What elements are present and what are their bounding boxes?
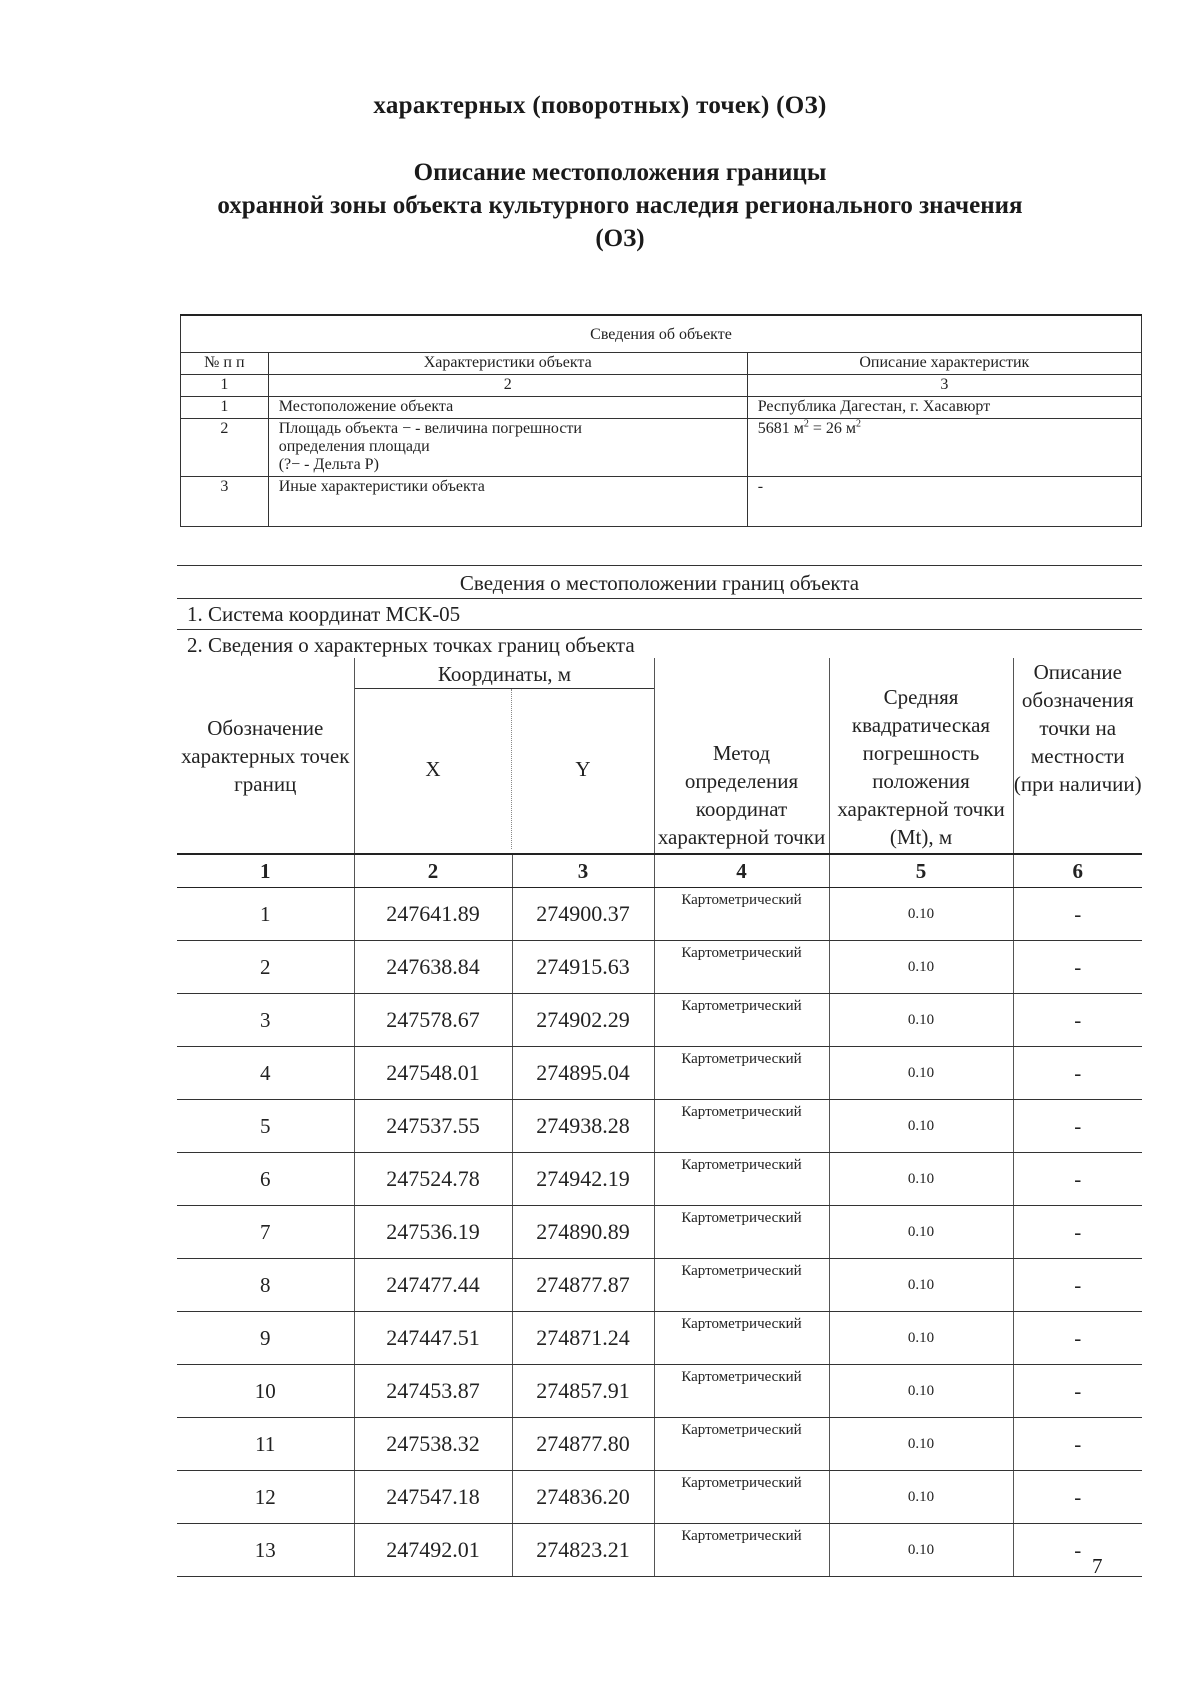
point-x: 247447.51 xyxy=(354,1312,512,1365)
point-method: Картометрический xyxy=(654,1312,829,1365)
table-row xyxy=(177,1418,1142,1471)
point-x: 247453.87 xyxy=(354,1365,512,1418)
point-method: Картометрический xyxy=(654,1418,829,1471)
points-header-row xyxy=(177,658,1142,854)
point-method: Картометрический xyxy=(654,1471,829,1524)
point-y: 274890.89 xyxy=(512,1206,654,1259)
point-number: 9 xyxy=(177,1312,354,1365)
point-x: 247548.01 xyxy=(354,1047,512,1100)
col-header-number: № п п xyxy=(181,353,269,375)
point-method: Картометрический xyxy=(654,1047,829,1100)
header-description: Описание обозначения точки на местности (при наличии) xyxy=(1013,658,1142,854)
points-caption: 2. Сведения о характерных точках границ объекта xyxy=(187,633,635,657)
description-cell: - xyxy=(747,477,1141,527)
point-y: 274900.37 xyxy=(512,888,654,941)
col-number: 3 xyxy=(512,854,654,888)
table-row xyxy=(177,1471,1142,1524)
point-x: 247477.44 xyxy=(354,1259,512,1312)
point-description: - xyxy=(1013,1100,1142,1153)
squared-sup: 2 xyxy=(803,418,809,430)
table-row xyxy=(177,1153,1142,1206)
point-y: 274942.19 xyxy=(512,1153,654,1206)
point-number: 1 xyxy=(177,888,354,941)
header-mt: Средняя квадратическая погрешность положения характерной точки (Mt), м xyxy=(829,658,1013,854)
point-description: - xyxy=(1013,1365,1142,1418)
point-y: 274871.24 xyxy=(512,1312,654,1365)
row-number: 1 xyxy=(181,397,269,419)
point-y: 274895.04 xyxy=(512,1047,654,1100)
point-number: 10 xyxy=(177,1365,354,1418)
point-method: Картометрический xyxy=(654,1100,829,1153)
col-number: 5 xyxy=(829,854,1013,888)
point-description: - xyxy=(1013,1153,1142,1206)
point-method: Картометрический xyxy=(654,1153,829,1206)
point-x: 247547.18 xyxy=(354,1471,512,1524)
table-row xyxy=(181,419,1142,477)
point-number: 7 xyxy=(177,1206,354,1259)
point-description: - xyxy=(1013,994,1142,1047)
object-info-number-row xyxy=(181,375,1142,397)
point-number: 4 xyxy=(177,1047,354,1100)
document-title xyxy=(150,156,1090,255)
object-info-table xyxy=(180,314,1142,527)
col-number: 4 xyxy=(654,854,829,888)
point-x: 247524.78 xyxy=(354,1153,512,1206)
point-y: 274857.91 xyxy=(512,1365,654,1418)
point-description: - xyxy=(1013,888,1142,941)
characteristic-cell: Местоположение объекта xyxy=(268,397,747,419)
table-row xyxy=(177,1259,1142,1312)
page-number: 7 xyxy=(1092,1554,1103,1578)
point-mt: 0.10 xyxy=(829,1312,1013,1365)
table-row xyxy=(177,1365,1142,1418)
col-header-description: Описание характеристик xyxy=(747,353,1141,375)
point-mt: 0.10 xyxy=(829,888,1013,941)
row-number: 3 xyxy=(181,477,269,527)
object-info-caption: Сведения об объекте xyxy=(181,315,1142,353)
squared-sup: 2 xyxy=(855,418,861,430)
col-number: 2 xyxy=(268,375,747,397)
point-method: Картометрический xyxy=(654,1524,829,1577)
col-number: 3 xyxy=(747,375,1141,397)
point-method: Картометрический xyxy=(654,994,829,1047)
characteristic-line: Площадь объекта − - величина погрешности xyxy=(278,420,582,437)
point-x: 247641.89 xyxy=(354,888,512,941)
table-row xyxy=(177,1206,1142,1259)
header-coords-group xyxy=(354,658,654,854)
point-number: 6 xyxy=(177,1153,354,1206)
point-y: 274915.63 xyxy=(512,941,654,994)
point-y: 274836.20 xyxy=(512,1471,654,1524)
point-mt: 0.10 xyxy=(829,1047,1013,1100)
point-description: - xyxy=(1013,1206,1142,1259)
point-x: 247492.01 xyxy=(354,1524,512,1577)
point-description: - xyxy=(1013,1524,1142,1577)
point-mt: 0.10 xyxy=(829,1418,1013,1471)
point-x: 247538.32 xyxy=(354,1418,512,1471)
characteristic-cell xyxy=(268,419,747,477)
point-mt: 0.10 xyxy=(829,1100,1013,1153)
point-description: - xyxy=(1013,1418,1142,1471)
description-cell: Республика Дагестан, г. Хасавюрт xyxy=(747,397,1141,419)
header-y: Y xyxy=(575,757,591,781)
points-table xyxy=(177,658,1142,1577)
header-x: X xyxy=(355,689,513,849)
point-y: 274877.87 xyxy=(512,1259,654,1312)
table-row xyxy=(177,941,1142,994)
header-designation: Обозначение характерных точек границ xyxy=(181,715,350,796)
point-number: 3 xyxy=(177,994,354,1047)
description-cell xyxy=(747,419,1141,477)
table-row xyxy=(177,1047,1142,1100)
characteristic-line: (?− - Дельта Р) xyxy=(278,456,379,473)
col-header-characteristic: Характеристики объекта xyxy=(268,353,747,375)
point-number: 12 xyxy=(177,1471,354,1524)
point-method: Картометрический xyxy=(654,941,829,994)
point-description: - xyxy=(1013,1047,1142,1100)
header-top-line: характерных (поворотных) точек) (ОЗ) xyxy=(373,92,827,119)
point-number: 13 xyxy=(177,1524,354,1577)
area-error: = 26 м xyxy=(808,420,856,437)
col-number: 1 xyxy=(177,854,354,888)
point-method: Картометрический xyxy=(654,1259,829,1312)
point-mt: 0.10 xyxy=(829,1365,1013,1418)
point-mt: 0.10 xyxy=(829,1153,1013,1206)
boundary-caption: Сведения о местоположении границ объекта xyxy=(177,565,1142,599)
point-x: 247537.55 xyxy=(354,1100,512,1153)
object-info-header-row xyxy=(181,353,1142,375)
title-line-2: охранной зоны объекта культурного наследия регионального значения xyxy=(217,192,1023,219)
header-xy xyxy=(355,689,654,849)
point-method: Картометрический xyxy=(654,1365,829,1418)
table-row xyxy=(177,888,1142,941)
table-row xyxy=(177,1524,1142,1577)
point-number: 2 xyxy=(177,941,354,994)
point-x: 247536.19 xyxy=(354,1206,512,1259)
table-row xyxy=(181,477,1142,527)
area-value: 5681 м xyxy=(757,420,804,437)
point-description: - xyxy=(1013,1471,1142,1524)
table-row xyxy=(177,994,1142,1047)
point-y: 274902.29 xyxy=(512,994,654,1047)
point-mt: 0.10 xyxy=(829,1259,1013,1312)
point-description: - xyxy=(1013,1259,1142,1312)
point-x: 247578.67 xyxy=(354,994,512,1047)
header-method: Метод определения координат характерной точки xyxy=(654,658,829,854)
point-method: Картометрический xyxy=(654,1206,829,1259)
point-mt: 0.10 xyxy=(829,1471,1013,1524)
characteristic-cell: Иные характеристики объекта xyxy=(268,477,747,527)
point-number: 8 xyxy=(177,1259,354,1312)
point-y: 274938.28 xyxy=(512,1100,654,1153)
boundary-section xyxy=(177,565,1142,660)
table-row xyxy=(177,1100,1142,1153)
point-number: 11 xyxy=(177,1418,354,1471)
point-number: 5 xyxy=(177,1100,354,1153)
point-y: 274823.21 xyxy=(512,1524,654,1577)
point-description: - xyxy=(1013,941,1142,994)
table-row xyxy=(177,1312,1142,1365)
row-number: 2 xyxy=(181,419,269,477)
point-x: 247638.84 xyxy=(354,941,512,994)
point-mt: 0.10 xyxy=(829,1206,1013,1259)
point-method: Картометрический xyxy=(654,888,829,941)
title-line-1: Описание местоположения границы xyxy=(413,159,827,186)
points-number-row xyxy=(177,854,1142,888)
col-number: 2 xyxy=(354,854,512,888)
header-coords: Координаты, м xyxy=(355,660,655,689)
point-mt: 0.10 xyxy=(829,941,1013,994)
coordinate-system: 1. Система координат МСК-05 xyxy=(177,599,1142,630)
table-row xyxy=(181,397,1142,419)
point-y: 274877.80 xyxy=(512,1418,654,1471)
point-description: - xyxy=(1013,1312,1142,1365)
title-line-3: (ОЗ) xyxy=(595,225,645,252)
col-number: 1 xyxy=(181,375,269,397)
point-mt: 0.10 xyxy=(829,994,1013,1047)
col-number: 6 xyxy=(1013,854,1142,888)
characteristic-line: определения площади xyxy=(278,438,430,455)
point-mt: 0.10 xyxy=(829,1524,1013,1577)
